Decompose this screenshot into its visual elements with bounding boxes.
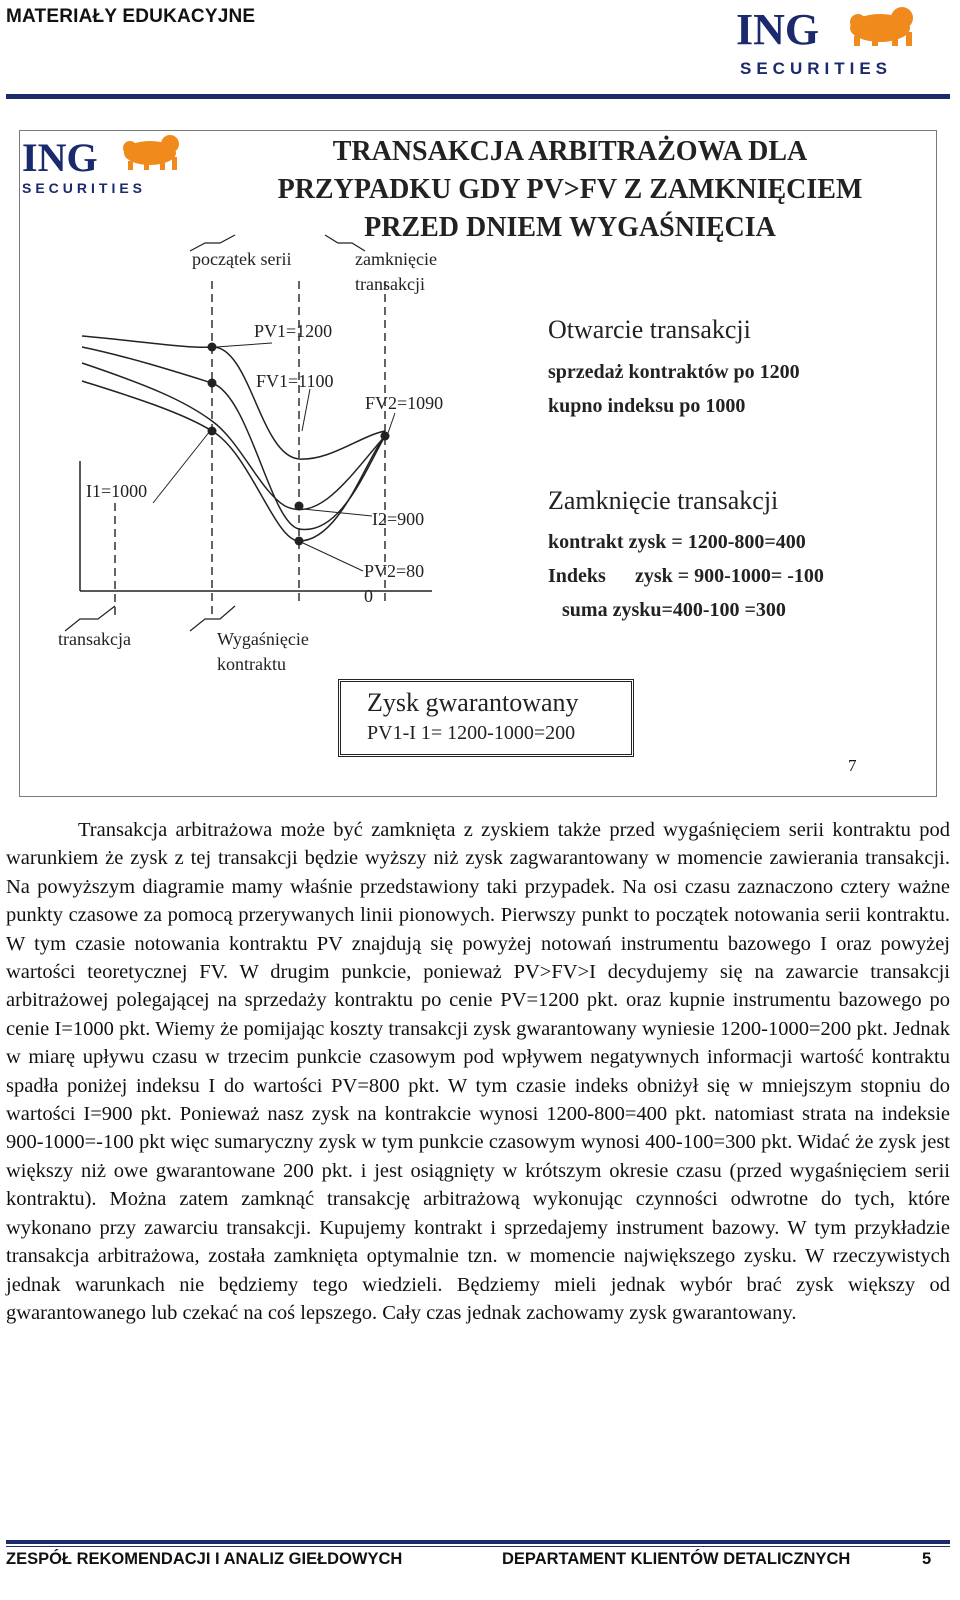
footer-page-number: 5 — [922, 1550, 932, 1568]
header-rule — [6, 94, 950, 99]
leader-i1 — [153, 431, 210, 503]
close-transaction-line-3: suma zysku=400-100 =300 — [562, 599, 786, 621]
label-fv2: FV2=1090 — [365, 393, 444, 413]
footer-rule-thin — [6, 1546, 950, 1547]
close-transaction-heading: Zamknięcie transakcji — [548, 486, 779, 515]
label-expiry-2: kontraktu — [217, 654, 286, 674]
leader-i2 — [303, 509, 372, 516]
leader-pv2 — [303, 543, 363, 571]
label-i1: I1=1000 — [86, 481, 148, 501]
point-i2 — [295, 502, 304, 511]
guaranteed-profit-heading: Zysk gwarantowany — [367, 688, 579, 717]
guaranteed-profit-formula: PV1-I 1= 1200-1000=200 — [367, 722, 576, 744]
footer-left: ZESPÓŁ REKOMENDACJI I ANALIZ GIEŁDOWYCH — [6, 1550, 403, 1568]
footer-center: DEPARTAMENT KLIENTÓW DETALICZNYCH — [502, 1550, 851, 1568]
slide-page-number: 7 — [848, 756, 857, 775]
close-transaction-line-2-value: zysk = 900-1000= -100 — [635, 565, 824, 587]
slide-title-line-2: PRZYPADKU GDY PV>FV Z ZAMKNIĘCIEM — [277, 174, 863, 205]
label-pv1: PV1=1200 — [254, 321, 333, 341]
point-fv1 — [208, 379, 217, 388]
close-transaction-line-1: kontrakt zysk = 1200-800=400 — [548, 531, 806, 553]
open-transaction-line-2: kupno indeksu po 1000 — [548, 395, 746, 417]
slide-logo-text: ING — [22, 135, 98, 180]
point-pv2 — [295, 537, 304, 546]
label-closing-1: zamknięcie — [355, 249, 437, 269]
logo-text: ING — [736, 5, 820, 54]
label-closing-2: transakcji — [355, 274, 425, 294]
page-header-title: MATERIAŁY EDUKACYJNE — [6, 6, 256, 27]
label-transaction: transakcja — [58, 629, 131, 649]
label-pv2: PV2=80 — [364, 561, 425, 581]
curve-pv — [82, 336, 385, 459]
lion-icon — [850, 7, 913, 46]
slide-title-line-1: TRANSAKCJA ARBITRAŻOWA DLA — [332, 136, 808, 167]
label-series-start: początek serii — [192, 249, 292, 269]
label-i2: I2=900 — [372, 509, 425, 529]
guaranteed-profit-box — [338, 679, 634, 757]
slide-figure — [19, 130, 937, 797]
footer-rule — [6, 1540, 950, 1544]
slide-title-line-3: PRZED DNIEM WYGAŚNIĘCIA — [364, 212, 776, 243]
label-fv1: FV1=1100 — [256, 371, 334, 391]
ing-securities-logo — [732, 2, 942, 82]
close-transaction-line-2-label: Indeks — [548, 565, 606, 587]
body-paragraph: Transakcja arbitrażowa może być zamknięta z zyskiem także przed wygaśnięciem serii kontraktu pod warunkiem że zysk z tej transakcji będzie wyższy niż zysk zagwarantowany w momencie zawierania transakcji. Na powyższym diagramie mamy właśnie przedstawiony taki przypadek. Na osi czasu zaznaczono cztery ważne punkty czasowe za pomocą przerywanych linii pionowych. Pierwszy punkt to początek notowania serii kontraktu. W tym czasie notowania kontraktu PV znajdują się powyżej notowań instrumentu bazowego I oraz powyżej wartości teoretycznej FV. W drugim punkcie, ponieważ PV>FV>I decydujemy się na zawarcie transakcji arbitrażowej polegającej na sprzedaży kontraktu po cenie PV=1200 pkt. oraz kupnie instrumentu bazowego po cenie I=1000 pkt. Wiemy że pomijając koszty transakcji zysk gwarantowany wyniesie 1200-1000=200 pkt. Jednak w miarę upływu czasu w trzecim punkcie czasowym pod wpływem negatywnych informacji wartość kontraktu spadła poniżej indeksu I do wartości PV=800 pkt. W tym czasie indeks obniżył się w mniejszym stopniu do wartości I=900 pkt. Ponieważ nasz zysk na kontrakcie wynosi 1200-800=400 pkt. natomiast strata na indeksie 900-1000=-100 pkt więc sumaryczny zysk w tym punkcie czasowym wynosi 400-100=300 pkt. Widać że zysk jest większy niż owe gwarantowane 200 pkt. i jest osiągnięty w krótszym okresie czasu (przed wygaśnięciem serii kontraktu). Można zatem zamknąć transakcję arbitrażową wykonując czynności odwrotne do tych, które wykonano przy zawarciu transakcji. Kupujemy kontrakt i sprzedajemy instrument bazowy. W tym przykładzie transakcja arbitrażowa, została zamknięta optymalnie tzn. w momencie największego zysku. W rzeczywistych jednak warunkach nie będziemy tego wiedzieli. Będziemy mieli jednak wybór brać zysk większy od gwarantowanego lub czekać na coś lepszego. Cały czas jednak zachowamy zysk gwarantowany. — [6, 819, 950, 1324]
bracket-transaction — [65, 606, 115, 631]
open-transaction-heading: Otwarcie transakcji — [548, 315, 751, 344]
open-transaction-line-1: sprzedaż kontraktów po 1200 — [548, 361, 800, 383]
label-expiry-1: Wygaśnięcie — [217, 629, 309, 649]
point-i1 — [208, 427, 217, 436]
label-pv2-continued: 0 — [364, 586, 373, 606]
leader-fv1 — [302, 389, 310, 431]
curve-fv — [82, 347, 385, 530]
leader-fv2 — [388, 413, 395, 433]
logo-subtext: SECURITIES — [740, 59, 893, 78]
leader-pv1 — [216, 343, 272, 347]
slide-logo-subtext: SECURITIES — [22, 180, 147, 196]
point-pv1 — [208, 343, 217, 352]
